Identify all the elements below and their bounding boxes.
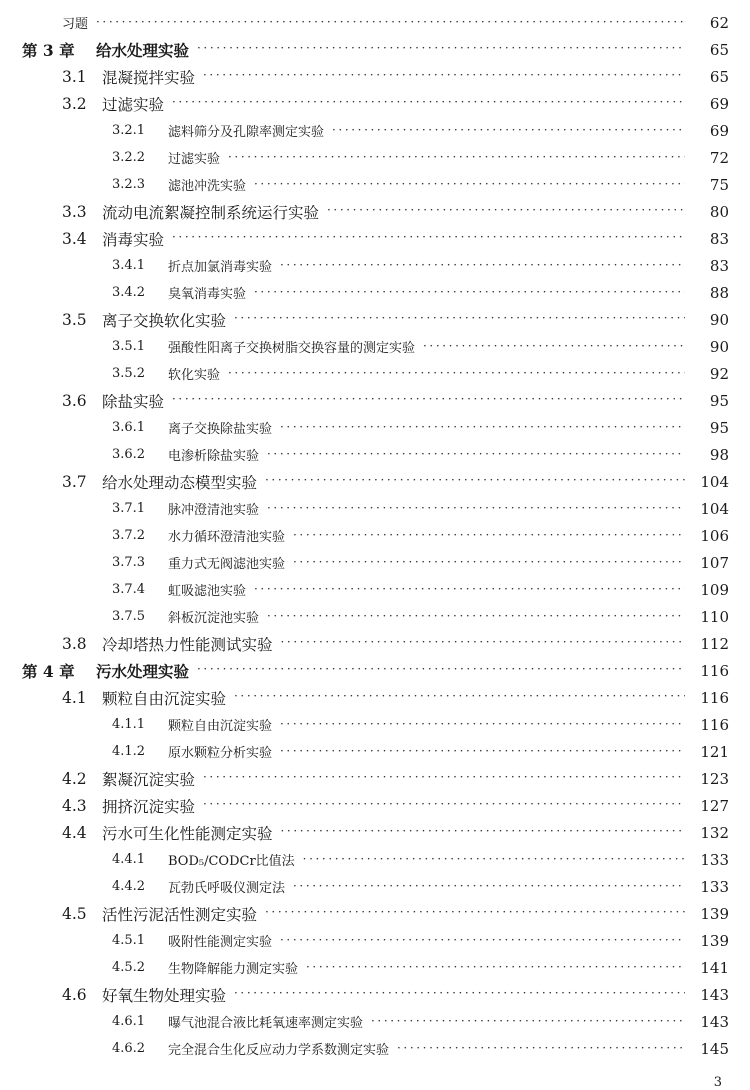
dot-leader (280, 258, 685, 271)
toc-entry-title: 冷却塔热力性能测试实验 (102, 635, 273, 654)
toc-entry-number: 4.6.2 (112, 1041, 146, 1056)
toc-entry[interactable] (0, 900, 750, 927)
toc-entry-title: 消毒实验 (102, 230, 165, 249)
dot-leader (96, 15, 685, 28)
dot-leader (172, 230, 685, 246)
dot-leader (265, 473, 685, 489)
toc-entry-number: 第 4 章 (22, 661, 75, 681)
toc-entry-title: 臭氧消毒实验 (168, 287, 247, 302)
toc-entry-title: 重力式无阀滤池实验 (168, 557, 286, 572)
toc-entry[interactable] (0, 387, 750, 414)
toc-entry-page: 116 (700, 661, 729, 680)
toc-entry[interactable] (0, 711, 750, 738)
dot-leader (203, 770, 685, 786)
toc-entry[interactable] (0, 981, 750, 1008)
toc-entry-page: 116 (700, 715, 729, 734)
dot-leader (234, 986, 685, 1002)
toc-entry-number: 4.6.1 (112, 1014, 146, 1029)
toc-entry-page: 123 (700, 769, 729, 788)
toc-entry[interactable] (0, 1008, 750, 1035)
toc-entry[interactable] (0, 738, 750, 765)
dot-leader (423, 339, 685, 352)
toc-entry-number: 第 3 章 (22, 40, 75, 60)
toc-entry-title: 拥挤沉淀实验 (102, 797, 196, 816)
toc-entry-page: 132 (700, 823, 729, 842)
toc-entry-page: 90 (709, 310, 729, 329)
toc-entry-title: 软化实验 (168, 368, 221, 383)
page-number: 3 (713, 1075, 722, 1090)
toc-entry-number: 3.2 (62, 94, 87, 113)
toc-entry-page: 133 (700, 877, 729, 896)
toc-entry-title: 脉冲澄清池实验 (168, 503, 260, 518)
toc-entry[interactable] (0, 441, 750, 468)
toc-entry-page: 107 (700, 553, 729, 572)
dot-leader (371, 1014, 685, 1027)
toc-entry-title: 颗粒自由沉淀实验 (168, 719, 273, 734)
toc-entry-page: 92 (709, 364, 729, 383)
toc-entry[interactable] (0, 657, 750, 684)
toc-entry[interactable] (0, 306, 750, 333)
dot-leader (265, 905, 685, 921)
toc-entry-number: 3.1 (62, 67, 87, 86)
toc-entry-number: 4.5.1 (112, 933, 146, 948)
toc-entry-page: 65 (709, 67, 729, 86)
toc-entry[interactable] (0, 522, 750, 549)
toc-entry[interactable] (0, 468, 750, 495)
toc-entry-title: 给水处理动态模型实验 (102, 473, 258, 492)
toc-entry-number: 4.1 (62, 688, 87, 707)
toc-entry-title: 离子交换软化实验 (102, 311, 227, 330)
toc-entry-title: 混凝搅拌实验 (102, 68, 196, 87)
toc-entry[interactable] (0, 549, 750, 576)
dot-leader (267, 447, 685, 460)
toc-entry-title: 折点加氯消毒实验 (168, 260, 273, 275)
toc-entry-page: 83 (709, 229, 729, 248)
toc-entry-number: 3.2.2 (112, 150, 146, 165)
toc-entry-page: 62 (709, 13, 729, 32)
toc-entry-title: 水力循环澄清池实验 (168, 530, 286, 545)
dot-leader (234, 311, 685, 327)
toc-entry[interactable] (0, 117, 750, 144)
dot-leader (197, 662, 685, 678)
toc-entry-number: 3.2.1 (112, 123, 146, 138)
toc-entry[interactable] (0, 198, 750, 225)
toc-entry-number: 3.8 (62, 634, 87, 653)
toc-entry-page: 95 (709, 391, 729, 410)
dot-leader (228, 150, 685, 163)
dot-leader (203, 797, 685, 813)
toc-entry[interactable] (0, 765, 750, 792)
toc-entry-title: 电渗析除盐实验 (168, 449, 260, 464)
toc-entry-number: 4.4.2 (112, 879, 146, 894)
toc-entry[interactable] (0, 954, 750, 981)
toc-entry-page: 65 (709, 40, 729, 59)
dot-leader (228, 366, 685, 379)
dot-leader (332, 123, 685, 136)
dot-leader (254, 582, 685, 595)
toc-entry-page: 88 (709, 283, 729, 302)
toc-entry-number: 4.1.2 (112, 744, 146, 759)
toc-entry-title: 原水颗粒分析实验 (168, 746, 273, 761)
toc-entry-number: 3.5 (62, 310, 87, 329)
toc-entry-title: 给水处理实验 (96, 40, 190, 60)
toc-entry-page: 145 (700, 1039, 729, 1058)
toc-entry[interactable] (0, 144, 750, 171)
toc-entry-number: 4.5.2 (112, 960, 146, 975)
toc-entry-number: 3.7.4 (112, 582, 146, 597)
dot-leader (197, 41, 685, 57)
toc-entry-title: 虹吸滤池实验 (168, 584, 247, 599)
toc-entry-page: 109 (700, 580, 729, 599)
toc-entry-number: 3.6.1 (112, 420, 146, 435)
toc-entry-number: 4.4 (62, 823, 87, 842)
dot-leader (303, 852, 685, 865)
toc-entry-title: 污水可生化性能测定实验 (102, 824, 273, 843)
toc-entry-page: 106 (700, 526, 729, 545)
toc-entry[interactable] (0, 873, 750, 900)
toc-entry-title: 生物降解能力测定实验 (168, 962, 299, 977)
toc-entry-page: 104 (700, 472, 729, 491)
dot-leader (172, 392, 685, 408)
dot-leader (234, 689, 685, 705)
toc-entry-number: 3.7.5 (112, 609, 146, 624)
toc-entry-title: 滤池冲洗实验 (168, 179, 247, 194)
toc-entry-number: 3.7.2 (112, 528, 146, 543)
toc-entry-number: 3.3 (62, 202, 87, 221)
toc-entry[interactable] (0, 279, 750, 306)
toc-entry-number: 4.4.1 (112, 852, 146, 867)
toc-entry-title: 活性污泥活性测定实验 (102, 905, 258, 924)
toc-entry[interactable] (0, 414, 750, 441)
dot-leader (254, 177, 685, 190)
toc-entry-title: 曝气池混合液比耗氧速率测定实验 (168, 1016, 364, 1031)
toc-entry-title: 斜板沉淀池实验 (168, 611, 260, 626)
toc-entry[interactable] (0, 171, 750, 198)
toc-entry-page: 121 (700, 742, 729, 761)
toc-entry-number: 4.3 (62, 796, 87, 815)
toc-entry-number: 3.4.2 (112, 285, 146, 300)
toc-entry-title: 颗粒自由沉淀实验 (102, 689, 227, 708)
toc-entry-page: 69 (709, 94, 729, 113)
toc-entry-title: 滤料筛分及孔隙率测定实验 (168, 125, 325, 140)
toc-entry[interactable] (0, 9, 750, 36)
toc-entry-number: 4.1.1 (112, 717, 146, 732)
toc-entry-title: 过滤实验 (168, 152, 221, 167)
toc-entry-number: 3.6.2 (112, 447, 146, 462)
toc-entry[interactable] (0, 90, 750, 117)
toc-entry[interactable] (0, 360, 750, 387)
toc-entry-page: 116 (700, 688, 729, 707)
toc-entry-number: 3.6 (62, 391, 87, 410)
dot-leader (327, 203, 685, 219)
toc-entry-page: 127 (700, 796, 729, 815)
toc-entry[interactable] (0, 225, 750, 252)
toc-entry[interactable] (0, 333, 750, 360)
toc-entry-page: 72 (709, 148, 729, 167)
toc-entry-page: 80 (709, 202, 729, 221)
dot-leader (254, 285, 685, 298)
toc-entry[interactable] (0, 36, 750, 63)
toc-entry[interactable] (0, 576, 750, 603)
toc-entry-title: 强酸性阳离子交换树脂交换容量的测定实验 (168, 341, 416, 356)
toc-entry-page: 133 (700, 850, 729, 869)
toc-entry-title: 污水处理实验 (96, 661, 190, 681)
toc-entry-page: 112 (700, 634, 729, 653)
toc-entry-title: 习题 (62, 17, 89, 32)
toc-entry-title: 离子交换除盐实验 (168, 422, 273, 437)
toc-entry-title: 瓦勃氏呼吸仪测定法 (168, 881, 286, 896)
dot-leader (293, 879, 685, 892)
dot-leader (293, 555, 685, 568)
toc-entry[interactable] (0, 846, 750, 873)
toc-entry-number: 4.6 (62, 985, 87, 1004)
toc-entry[interactable] (0, 792, 750, 819)
toc-entry-page: 95 (709, 418, 729, 437)
toc-entry-title: BOD₅/CODCr比值法 (168, 854, 295, 869)
dot-leader (267, 501, 685, 514)
toc-entry[interactable] (0, 630, 750, 657)
toc-entry-page: 143 (700, 1012, 729, 1031)
dot-leader (203, 68, 685, 84)
toc-entry-title: 除盐实验 (102, 392, 165, 411)
toc-entry[interactable] (0, 495, 750, 522)
toc-entry-page: 69 (709, 121, 729, 140)
dot-leader (281, 824, 685, 840)
toc-entry-number: 4.2 (62, 769, 87, 788)
toc-entry[interactable] (0, 603, 750, 630)
toc-entry-number: 3.7.1 (112, 501, 146, 516)
toc-entry-title: 好氧生物处理实验 (102, 986, 227, 1005)
toc-entry-page: 141 (700, 958, 729, 977)
toc-entry-page: 75 (709, 175, 729, 194)
dot-leader (280, 933, 685, 946)
toc-entry-page: 139 (700, 931, 729, 950)
table-of-contents (0, 9, 750, 1062)
toc-entry-number: 3.5.2 (112, 366, 146, 381)
toc-entry[interactable] (0, 684, 750, 711)
toc-entry-title: 絮凝沉淀实验 (102, 770, 196, 789)
dot-leader (306, 960, 685, 973)
toc-entry-page: 104 (700, 499, 729, 518)
toc-entry-page: 143 (700, 985, 729, 1004)
toc-entry[interactable] (0, 63, 750, 90)
toc-entry[interactable] (0, 252, 750, 279)
toc-entry-number: 3.4.1 (112, 258, 146, 273)
toc-entry-page: 90 (709, 337, 729, 356)
toc-entry-page: 139 (700, 904, 729, 923)
toc-entry-number: 3.2.3 (112, 177, 146, 192)
toc-entry-title: 过滤实验 (102, 95, 165, 114)
toc-entry-title: 流动电流絮凝控制系统运行实验 (102, 203, 320, 222)
toc-entry-number: 3.5.1 (112, 339, 146, 354)
toc-entry-title: 吸附性能测定实验 (168, 935, 273, 950)
dot-leader (280, 420, 685, 433)
toc-entry-number: 3.4 (62, 229, 87, 248)
toc-entry-number: 3.7 (62, 472, 87, 491)
toc-entry[interactable] (0, 1035, 750, 1062)
toc-entry-title: 完全混合生化反应动力学系数测定实验 (168, 1043, 390, 1058)
dot-leader (172, 95, 685, 111)
dot-leader (280, 744, 685, 757)
toc-entry[interactable] (0, 927, 750, 954)
toc-entry-page: 98 (709, 445, 729, 464)
toc-entry[interactable] (0, 819, 750, 846)
dot-leader (397, 1041, 685, 1054)
dot-leader (280, 717, 685, 730)
toc-entry-page: 110 (700, 607, 729, 626)
dot-leader (293, 528, 685, 541)
toc-entry-number: 3.7.3 (112, 555, 146, 570)
dot-leader (281, 635, 685, 651)
toc-entry-page: 83 (709, 256, 729, 275)
dot-leader (267, 609, 685, 622)
toc-entry-number: 4.5 (62, 904, 87, 923)
